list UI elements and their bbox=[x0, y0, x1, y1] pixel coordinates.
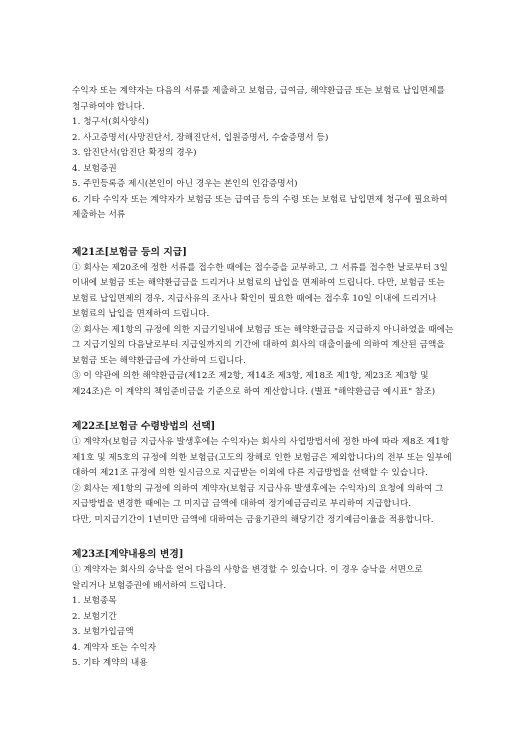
list-item: 5. 주민등록증 제시(본인이 아닌 경우는 본인의 인감증명서) bbox=[72, 179, 298, 189]
list-item: 5. 기타 계약의 내용 bbox=[72, 658, 148, 668]
article-22-paragraph-1: ① 계약자(보험금 지급사유 발생후에는 수익자)는 회사의 사업방법서에 정한 바에 따라 제8조 제1항 제1호 및 제5호의 규정에 의한 보험금(고도의 장해로 인한 보험금은 제외합니다)의 전부 또는 일부에 대하여 제21조 규정에 의한 일시금으로 지급받는 이외에 다른 지급방법을 선택할 수 있습니다. bbox=[72, 437, 452, 478]
article-21-title: 제21조[보험금 등의 지급] bbox=[72, 246, 187, 258]
intro-paragraph: 수익자 또는 계약자는 다음의 서류를 제출하고 보험금, 급여금, 해약환급금 또는 보험료 납입면제를 청구하여야 합니다. bbox=[72, 86, 445, 112]
list-item: 6. 기타 수익자 또는 계약자가 보험금 또는 급여금 등의 수령 또는 보험료 납입면제 청구에 필요하여 제출하는 서류 bbox=[72, 194, 448, 220]
list-item: 1. 청구서(회사양식) bbox=[72, 117, 149, 127]
article-22-proviso: 다만, 미지급기간이 1년미만 금액에 대하여는 금융기관의 해당기간 정기예금이율을 적용합니다. bbox=[72, 514, 434, 525]
article-22-paragraph-2: ② 회사는 제1항의 규정에 의하여 계약자(보험금 지급사유 발생후에는 수익자)의 요청에 의하여 그 지급방법을 변경한 때에는 그 미지급 금액에 대하여 정기예금금리로 부리하여 지급합니다. bbox=[72, 483, 444, 509]
list-item: 2. 보험기간 bbox=[72, 611, 117, 622]
list-item: 3. 암진단서(암진단 확정의 경우) bbox=[72, 148, 197, 158]
list-item: 1. 보험종목 bbox=[72, 596, 117, 606]
required-documents-list bbox=[72, 115, 454, 224]
article-22-title: 제22조[보험금 수령방법의 선택] bbox=[72, 421, 216, 432]
article-21-paragraph-1: ① 회사는 제20조에 정한 서류를 접수한 때에는 접수증을 교부하고, 그 서류를 접수한 날로부터 3일 이내에 보험금 또는 해약환급금을 드리거나 보험료의 납입을 면제하여 드립니다. 다만, 보험금 또는 보험료 납입면제의 경우, 지급사유의 조사나 확인이 필요한 때에는 접수후 10일 이내에 드리거나 보험료의 납입을 면제하여 드립니다. bbox=[72, 262, 448, 319]
list-item: 4. 계약자 또는 수익자 bbox=[72, 642, 157, 653]
list-item: 2. 사고증명서(사망진단서, 장해진단서, 입원증명서, 수술증명서 등) bbox=[72, 132, 329, 143]
article-21-paragraph-2: ② 회사는 제1항의 규정에 의한 지급기일내에 보험금 또는 해약환급금을 지급하지 아니하였을 때에는 그 지급기일의 다음날로부터 지급일까지의 기간에 대하여 회사의 대출이율에 의하여 계산된 금액을 보험금 또는 해약환급금에 가산하여 드립니다. bbox=[72, 324, 454, 366]
changeable-items-list bbox=[72, 594, 454, 672]
article-21-paragraph-3: ③ 이 약관에 의한 해약환급금(제12조 제2항, 제14조 제3항, 제18조 제1항, 제23조 제3항 및 제24조)은 이 계약의 책임준비금을 기준으로 하여 계산합니다. (별표 "해약환급금 예시표" 참조) bbox=[72, 371, 436, 397]
list-item: 4. 보험증권 bbox=[72, 163, 117, 174]
article-23-title: 제23조[계약내용의 변경] bbox=[72, 549, 184, 560]
document-body bbox=[72, 84, 454, 672]
article-23-paragraph-1: ① 계약자는 회사의 승낙을 얻어 다음의 사항을 변경할 수 있습니다. 이 경우 승낙을 서면으로 알리거나 보험증권에 배서하여 드립니다. bbox=[72, 565, 423, 591]
list-item: 3. 보험가입금액 bbox=[72, 627, 134, 637]
